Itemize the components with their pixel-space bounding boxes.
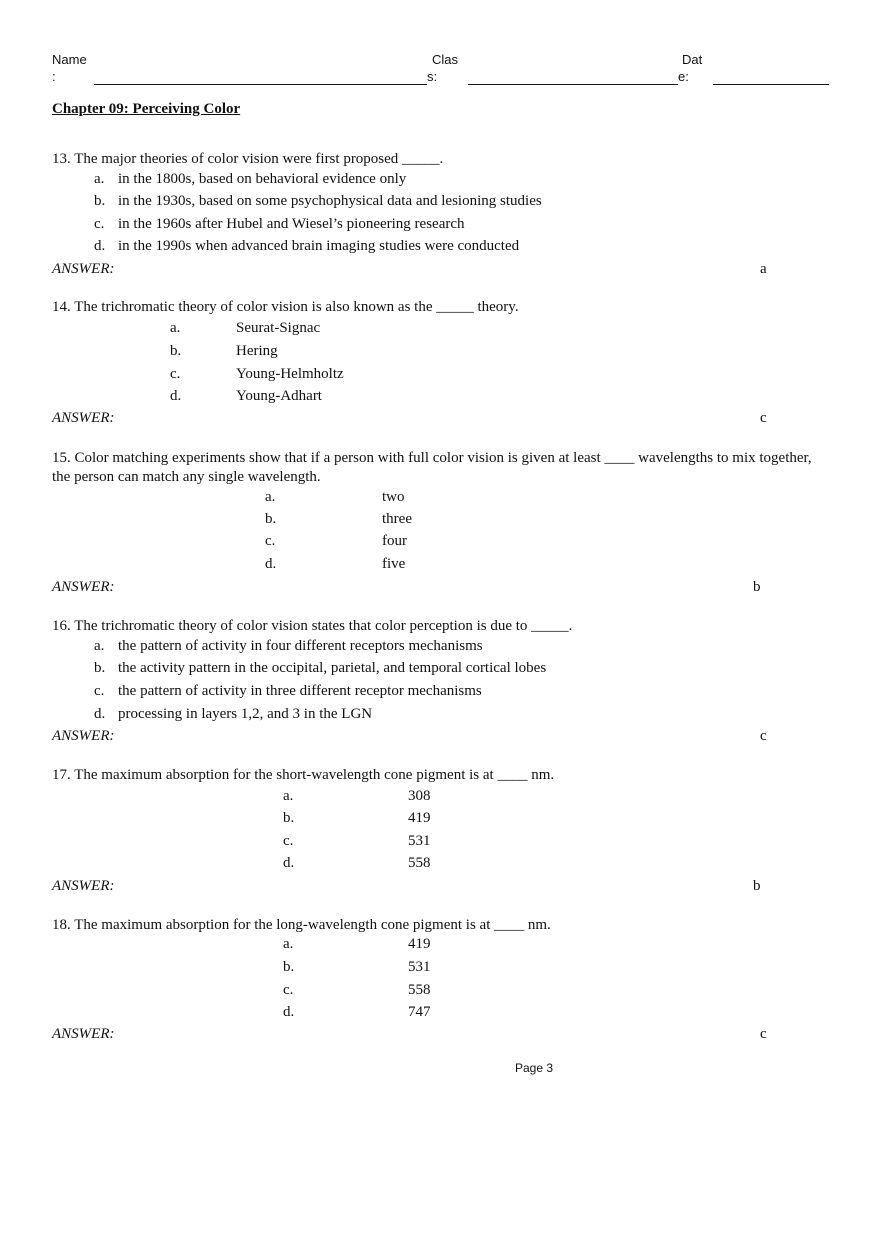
q15-option-a-letter: a. bbox=[265, 489, 276, 505]
q14-option-c-letter: c. bbox=[170, 366, 181, 382]
q16-option-c-text: the pattern of activity in three different receptor mechanisms bbox=[118, 683, 482, 699]
q18-option-b-text: 531 bbox=[408, 959, 431, 975]
q13-option-d-text: in the 1990s when advanced brain imaging studies were conducted bbox=[118, 238, 520, 254]
date-label-colon: e: bbox=[678, 69, 689, 84]
q15-answer-value: b bbox=[753, 579, 761, 595]
name-label-colon: : bbox=[52, 69, 56, 84]
q14-option-d-letter: d. bbox=[170, 388, 182, 404]
date-label: Dat bbox=[682, 52, 703, 67]
q15-option-b-letter: b. bbox=[265, 511, 277, 527]
q14-option-d-text: Young-Adhart bbox=[236, 388, 322, 404]
q15-option-c-letter: c. bbox=[265, 533, 276, 549]
q16-option-b-letter: b. bbox=[94, 660, 106, 676]
q18-option-d-letter: d. bbox=[283, 1004, 295, 1020]
q16-option-d-text: processing in layers 1,2, and 3 in the LGN bbox=[118, 706, 373, 722]
q13-option-c-letter: c. bbox=[94, 216, 105, 232]
q13-option-a-letter: a. bbox=[94, 171, 105, 187]
q16-option-a-text: the pattern of activity in four different receptors mechanisms bbox=[118, 638, 483, 654]
question-17-stem: 17. The maximum absorption for the short-wavelength cone pigment is at ____ nm. bbox=[52, 767, 555, 783]
q15-option-b-text: three bbox=[382, 511, 412, 527]
q18-option-b-letter: b. bbox=[283, 959, 295, 975]
q16-option-b-text: the activity pattern in the occipital, parietal, and temporal cortical lobes bbox=[118, 660, 547, 676]
q15-answer-label: ANSWER: bbox=[52, 579, 115, 595]
q18-option-c-text: 558 bbox=[408, 982, 431, 998]
question-13-stem: 13. The major theories of color vision were first proposed _____. bbox=[52, 151, 444, 167]
class-label: Clas bbox=[432, 52, 459, 67]
q16-option-a-letter: a. bbox=[94, 638, 105, 654]
q17-option-c-letter: c. bbox=[283, 833, 294, 849]
q16-option-d-letter: d. bbox=[94, 706, 106, 722]
q16-option-c-letter: c. bbox=[94, 683, 105, 699]
chapter-title: Chapter 09: Perceiving Color bbox=[52, 101, 241, 117]
q17-option-b-letter: b. bbox=[283, 810, 295, 826]
q16-answer-label: ANSWER: bbox=[52, 728, 115, 744]
question-18-stem: 18. The maximum absorption for the long-wavelength cone pigment is at ____ nm. bbox=[52, 917, 551, 933]
q14-option-b-text: Hering bbox=[236, 343, 278, 359]
q14-option-b-letter: b. bbox=[170, 343, 182, 359]
question-16-stem: 16. The trichromatic theory of color vision states that color perception is due to _____. bbox=[52, 618, 573, 634]
q18-option-c-letter: c. bbox=[283, 982, 294, 998]
question-14-stem: 14. The trichromatic theory of color vision is also known as the _____ theory. bbox=[52, 299, 519, 315]
q13-option-d-letter: d. bbox=[94, 238, 106, 254]
q17-option-d-text: 558 bbox=[408, 855, 431, 871]
q13-answer-value: a bbox=[760, 261, 767, 277]
q18-answer-value: c bbox=[760, 1026, 767, 1042]
q17-option-a-text: 308 bbox=[408, 788, 431, 804]
q17-option-c-text: 531 bbox=[408, 833, 431, 849]
q15-option-a-text: two bbox=[382, 489, 405, 505]
q17-answer-value: b bbox=[753, 878, 761, 894]
q17-answer-label: ANSWER: bbox=[52, 878, 115, 894]
q14-option-a-text: Seurat-Signac bbox=[236, 320, 321, 336]
page-number: Page 3 bbox=[515, 1061, 554, 1075]
q13-answer-label: ANSWER: bbox=[52, 261, 115, 277]
question-15-stem: 15. Color matching experiments show that if a person with full color vision is given at least ____ wavelengths to mix together, the person can match any single wavelength. bbox=[52, 450, 812, 485]
date-input-line[interactable] bbox=[713, 84, 829, 85]
q17-option-b-text: 419 bbox=[408, 810, 431, 826]
q17-option-a-letter: a. bbox=[283, 788, 294, 804]
class-label-colon: s: bbox=[427, 69, 438, 84]
q14-option-c-text: Young-Helmholtz bbox=[236, 366, 344, 382]
q18-option-a-text: 419 bbox=[408, 936, 431, 952]
q14-answer-label: ANSWER: bbox=[52, 410, 115, 426]
q18-option-a-letter: a. bbox=[283, 936, 294, 952]
q15-option-c-text: four bbox=[382, 533, 407, 549]
name-input-line[interactable] bbox=[94, 84, 427, 85]
q17-option-d-letter: d. bbox=[283, 855, 295, 871]
q14-option-a-letter: a. bbox=[170, 320, 181, 336]
q18-option-d-text: 747 bbox=[408, 1004, 431, 1020]
q14-answer-value: c bbox=[760, 410, 767, 426]
q15-option-d-letter: d. bbox=[265, 556, 277, 572]
q15-option-d-text: five bbox=[382, 556, 406, 572]
q18-answer-label: ANSWER: bbox=[52, 1026, 115, 1042]
class-input-line[interactable] bbox=[468, 84, 678, 85]
q13-option-b-letter: b. bbox=[94, 193, 106, 209]
q16-answer-value: c bbox=[760, 728, 767, 744]
q13-option-a-text: in the 1800s, based on behavioral evidence only bbox=[118, 171, 407, 187]
name-label: Name bbox=[52, 52, 87, 67]
q13-option-c-text: in the 1960s after Hubel and Wiesel’s pioneering research bbox=[118, 216, 465, 232]
q13-option-b-text: in the 1930s, based on some psychophysical data and lesioning studies bbox=[118, 193, 542, 209]
